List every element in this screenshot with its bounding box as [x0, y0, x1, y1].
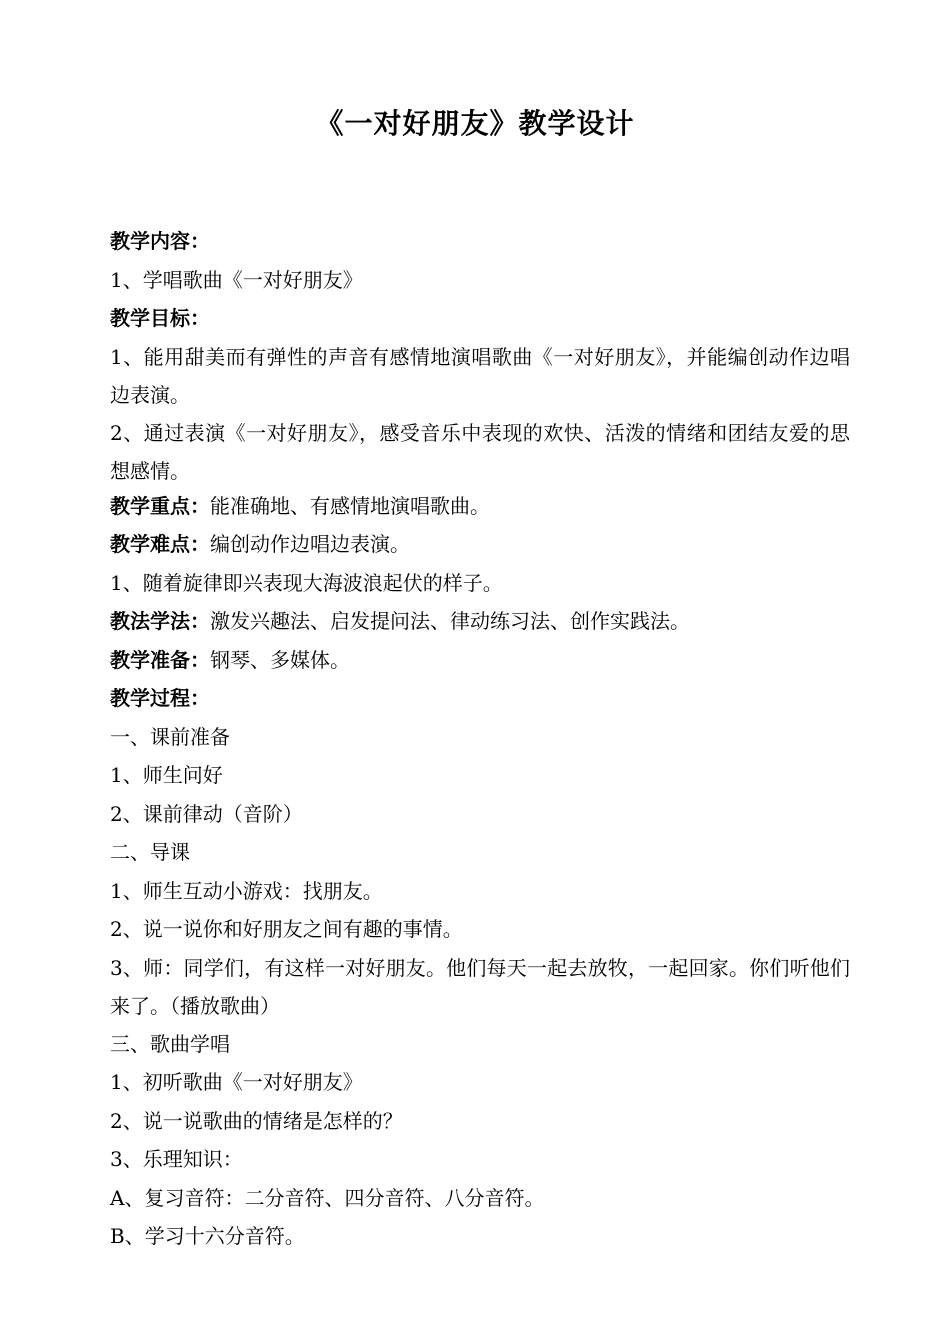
process-line: 三、歌曲学唱: [110, 1031, 230, 1056]
process-line: 3、师：同学们，有这样一对好朋友。他们每天一起去放牧，一起回家。你们听他们来了。（播放歌曲）: [110, 955, 850, 1018]
process-line: 3、乐理知识：: [110, 1147, 243, 1171]
process-line: 1、师生问好: [110, 763, 223, 787]
prep-paragraph: [110, 641, 850, 680]
methods-label: 教法学法：: [110, 609, 210, 633]
key-point-label: 教学重点：: [110, 493, 210, 518]
document-body: [110, 222, 850, 1256]
difficulty-text: 编创动作边唱边表演。: [210, 532, 410, 556]
prep-text: 钢琴、多媒体。: [210, 647, 350, 672]
prep-label: 教学准备：: [110, 647, 210, 672]
key-point-text: 能准确地、有感情地演唱歌曲。: [210, 493, 490, 518]
process-line: A、复习音符：二分音符、四分音符、八分音符。: [110, 1185, 545, 1210]
document-title: 《一对好朋友》教学设计: [315, 107, 635, 140]
methods-paragraph: [110, 602, 850, 641]
process-line: 1、师生互动小游戏：找朋友。: [110, 878, 383, 903]
goal-item: 2、通过表演《一对好朋友》，感受音乐中表现的欢快、活泼的情绪和团结友爱的思想感情。: [110, 420, 850, 483]
goal-item: 1、能用甜美而有弹性的声音有感情地演唱歌曲《一对好朋友》，并能编创动作边唱边表演。: [110, 344, 850, 407]
difficulty-label: 教学难点：: [110, 532, 210, 556]
process-line: 一、课前准备: [110, 724, 230, 749]
process-line: 2、说一说歌曲的情绪是怎样的？: [110, 1108, 403, 1133]
content-item: 1、学唱歌曲《一对好朋友》: [110, 267, 363, 292]
process-line: 2、说一说你和好朋友之间有趣的事情。: [110, 917, 463, 941]
methods-text: 激发兴趣法、启发提问法、律动练习法、创作实践法。: [210, 609, 690, 633]
process-line: 2、课前律动（音阶）: [110, 801, 303, 826]
goals-heading: 教学目标：: [110, 306, 210, 330]
process-line: 1、初听歌曲《一对好朋友》: [110, 1070, 363, 1094]
process-heading: 教学过程：: [110, 686, 210, 710]
difficulty-item: 1、随着旋律即兴表现大海波浪起伏的样子。: [110, 570, 503, 595]
difficulty-paragraph: [110, 525, 850, 564]
process-line: B、学习十六分音符。: [110, 1224, 305, 1248]
key-point-paragraph: [110, 487, 850, 526]
content-heading: 教学内容：: [110, 229, 210, 253]
process-line: 二、导课: [110, 840, 190, 864]
